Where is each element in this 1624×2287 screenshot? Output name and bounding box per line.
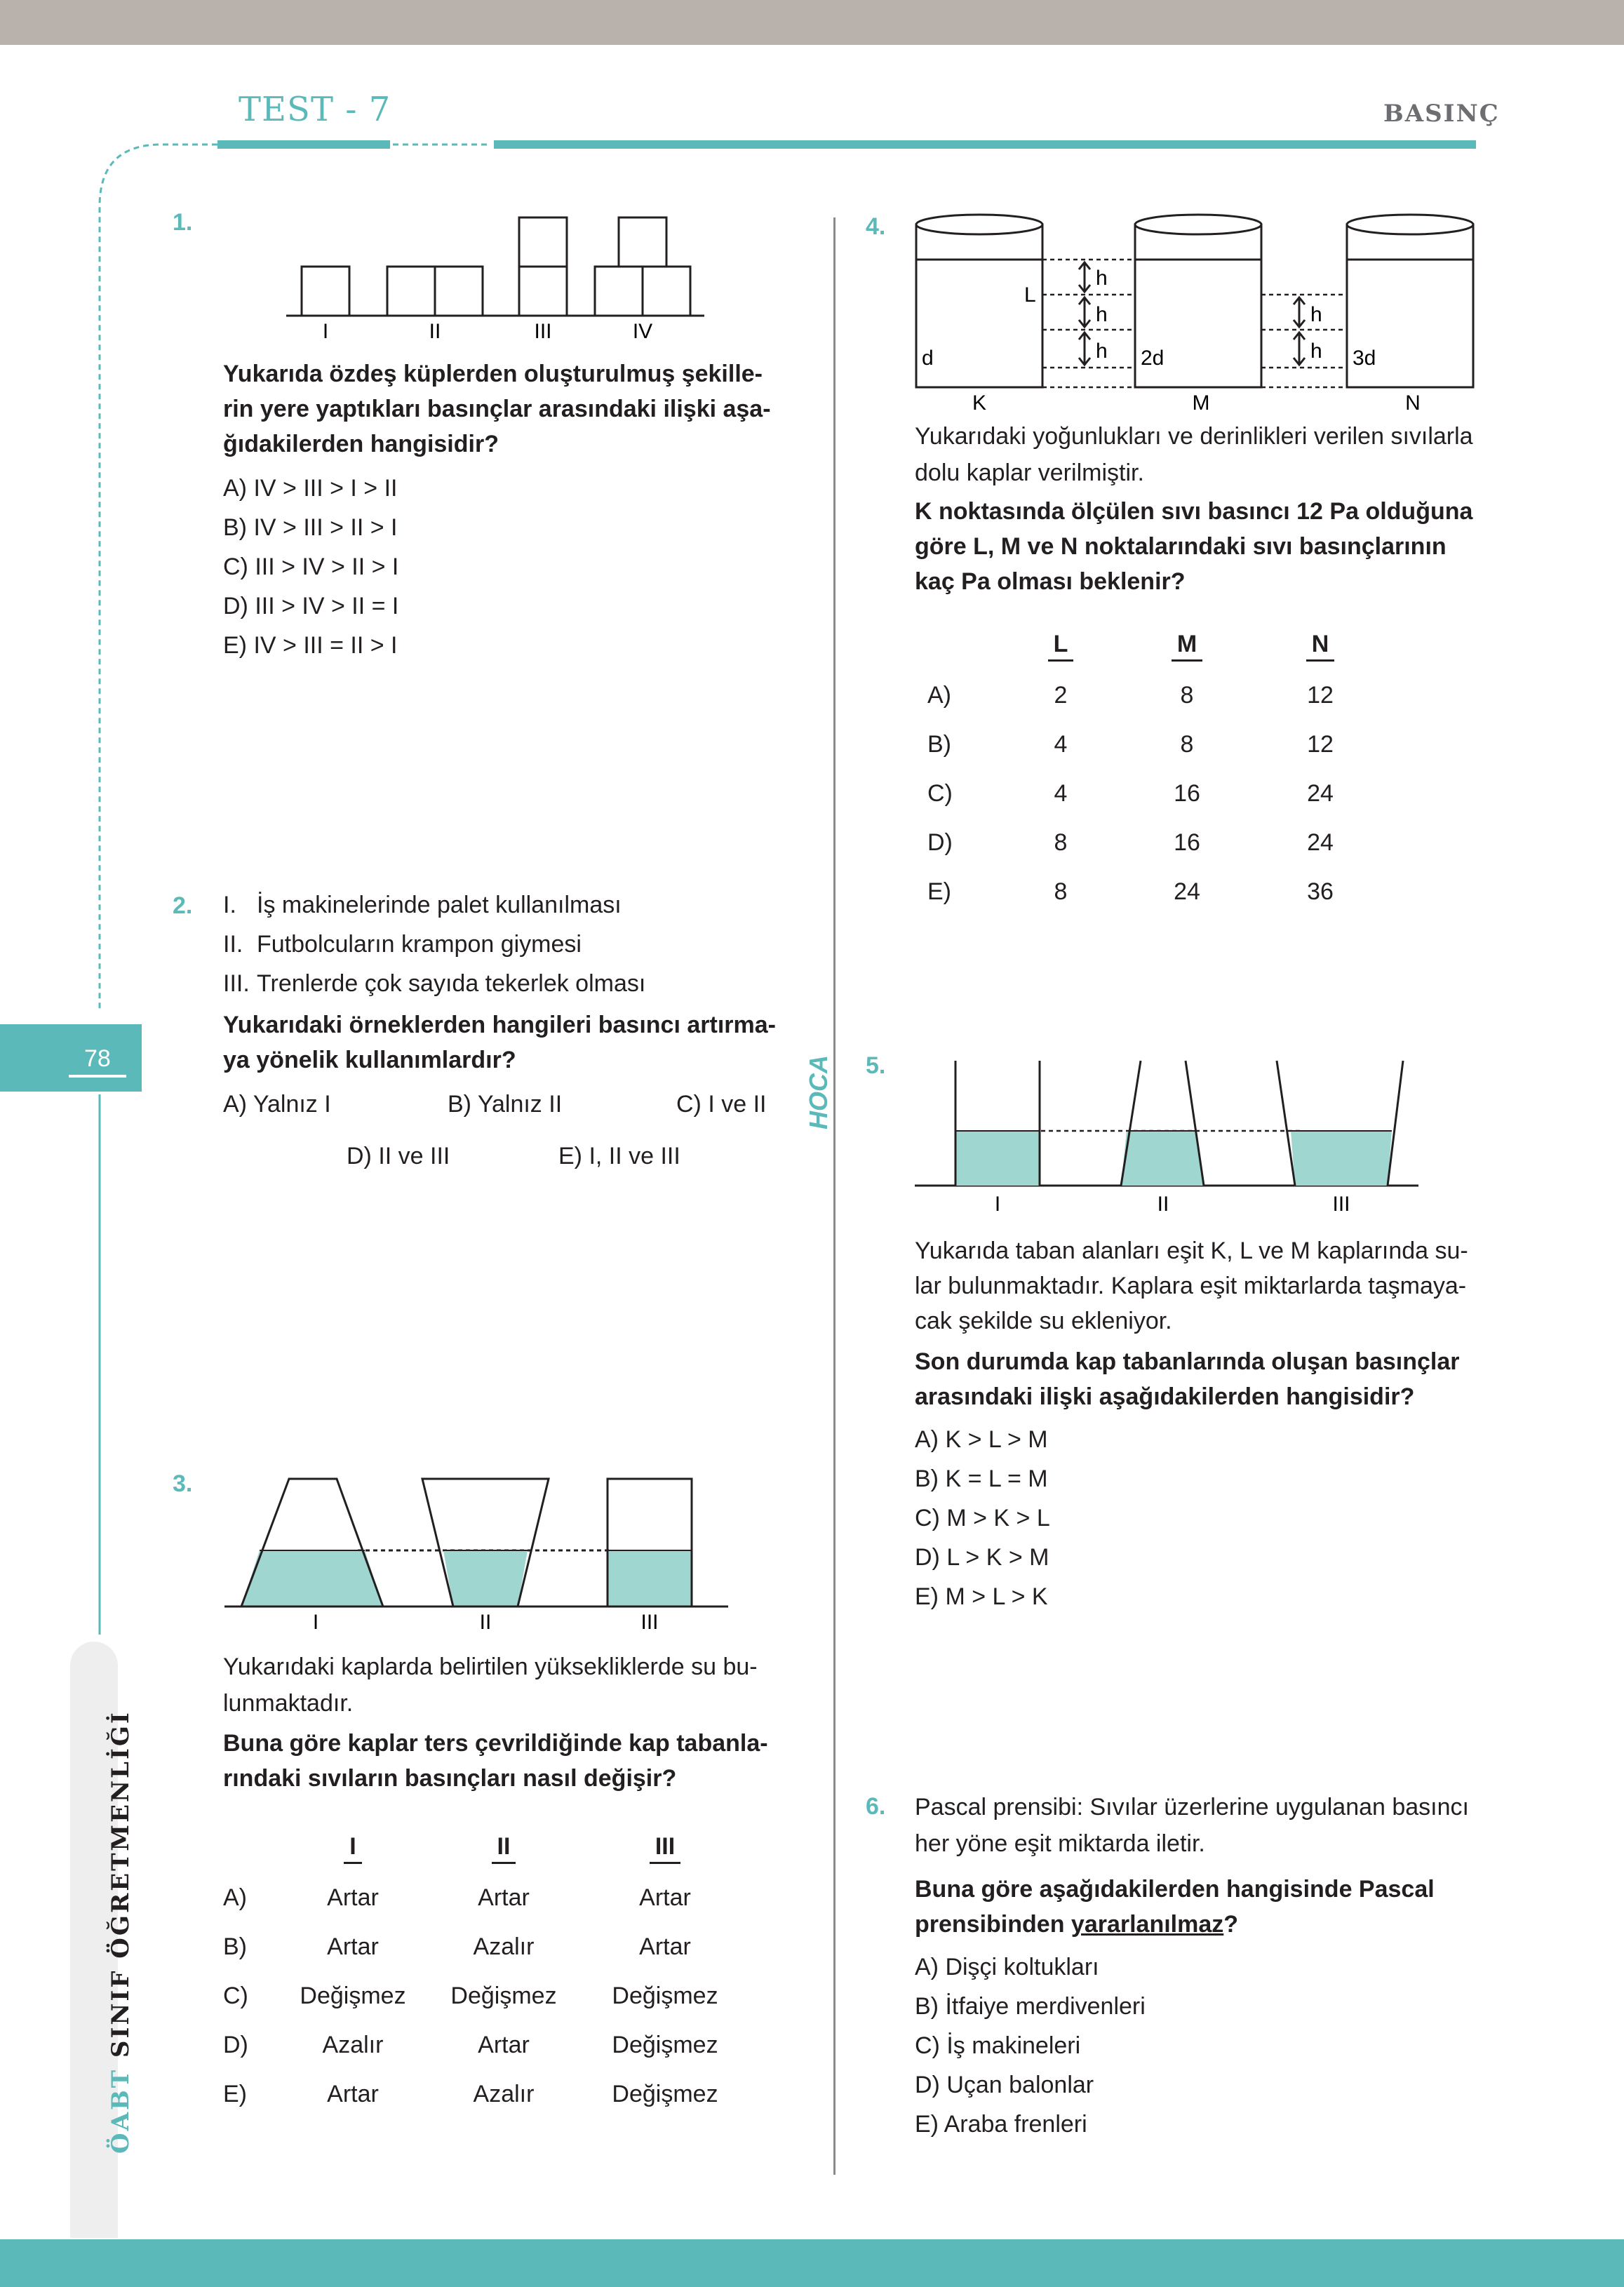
q4-h-1: h: [1096, 267, 1108, 290]
q3-stem: Buna göre kaplar ters çevrildiğinde kap tabanla- rındaki sıvıların basınçları nasıl değişir?: [223, 1730, 768, 1792]
q4-label-L: L: [1024, 283, 1036, 307]
page-number-underline: [69, 1075, 126, 1078]
q4-point-M: M: [1192, 391, 1210, 411]
q2-option-e[interactable]: E) I, II ve III: [558, 1143, 680, 1169]
q1-option-d[interactable]: D) III > IV > II = I: [223, 593, 399, 619]
q4-header-N: N: [1306, 631, 1335, 662]
q2-option-a[interactable]: A) Yalnız I: [223, 1091, 331, 1118]
sidebar-title: ÖABT SINIF ÖĞRETMENLİĞİ: [107, 1710, 135, 2154]
q4-option-d[interactable]: D) 8 16 24: [927, 829, 1334, 856]
bottom-bar: [0, 2239, 1624, 2287]
hoca-logo: HOCA: [804, 1055, 833, 1129]
q3-header-I: I: [344, 1833, 361, 1864]
q2-option-d[interactable]: D) II ve III: [347, 1143, 450, 1169]
q5-containers-figure: [909, 1052, 1428, 1221]
q3-label-I: I: [312, 1611, 319, 1634]
q1-option-a[interactable]: A) IV > III > I > II: [223, 475, 398, 502]
q4-point-K: K: [972, 391, 987, 411]
page-number-box: [0, 1024, 142, 1092]
q6-stem: [915, 1872, 1497, 1942]
q5-option-b[interactable]: B) K = L = M: [915, 1466, 1048, 1492]
q2-stem: Yukarıdaki örneklerden hangileri basıncı artırma- ya yönelik kullanımlardır?: [223, 1012, 776, 1073]
q3-option-d[interactable]: D) Azalır Artar Değişmez: [223, 2031, 718, 2058]
q5-stem: Son durumda kap tabanlarında oluşan basınçlar arasındaki ilişki aşağıdakilerden hangisidir?: [915, 1348, 1460, 1410]
q6-option-a[interactable]: A) Dişçi koltukları: [915, 1954, 1099, 1980]
q2-item-2: II. Futbolcuların krampon giymesi: [223, 931, 582, 958]
q1-options: [223, 469, 398, 665]
q4-option-e[interactable]: E) 8 24 36: [927, 878, 1334, 905]
q2-option-b[interactable]: B) Yalnız II: [448, 1091, 563, 1118]
q4-point-N: N: [1405, 391, 1421, 411]
q4-header-M: M: [1172, 631, 1202, 662]
q4-answer-table: [927, 622, 1383, 916]
q6-stem-line1: Buna göre aşağıdakilerden hangisinde Pascal: [915, 1876, 1435, 1903]
q3-answer-table: [223, 1824, 749, 2119]
q1-option-e[interactable]: E) IV > III = II > I: [223, 632, 398, 659]
q4-density-2d: 2d: [1141, 347, 1165, 370]
q3-label-II: II: [479, 1611, 492, 1634]
q3-text: Yukarıdaki kaplarda belirtilen yüksekliklerde su bu- lunmaktadır.: [223, 1654, 758, 1717]
q1-option-b[interactable]: B) IV > III > II > I: [223, 514, 398, 541]
q6-option-d[interactable]: D) Uçan balonlar: [915, 2072, 1094, 2098]
q4-stem: K noktasında ölçülen sıvı basıncı 12 Pa olduğuna göre L, M ve N noktalarındaki sıvı basınçlarının kaç Pa olması beklenir?: [915, 498, 1473, 595]
page-number: 78: [84, 1045, 111, 1072]
q1-option-c[interactable]: C) III > IV > II > I: [223, 554, 399, 580]
q4-h-5: h: [1310, 340, 1322, 363]
q2-item-3: III. Trenlerde çok sayıda tekerlek olması: [223, 970, 646, 997]
q4-tanks-figure: [909, 208, 1484, 411]
q6-stem-emphasis: yararlanılmaz: [1071, 1911, 1224, 1938]
test-title: TEST - 7: [239, 90, 391, 129]
q3-option-e[interactable]: E) Artar Azalır Değişmez: [223, 2080, 718, 2107]
q6-option-e[interactable]: E) Araba frenleri: [915, 2111, 1087, 2138]
q4-text: Yukarıdaki yoğunlukları ve derinlikleri verilen sıvılarla dolu kaplar verilmiştir.: [915, 423, 1473, 486]
q4-h-2: h: [1096, 303, 1108, 326]
q1-label-II: II: [429, 320, 441, 343]
q3-option-c[interactable]: C) Değişmez Değişmez Değişmez: [223, 1982, 718, 2009]
q4-option-b[interactable]: B) 4 8 12: [927, 730, 1334, 758]
q5-option-a[interactable]: A) K > L > M: [915, 1426, 1048, 1453]
q3-header-III: III: [650, 1833, 680, 1864]
q4-density-3d: 3d: [1353, 347, 1376, 370]
q1-label-I: I: [322, 320, 329, 343]
q5-option-e[interactable]: E) M > L > K: [915, 1583, 1048, 1610]
q4-density-d: d: [922, 347, 934, 370]
q5-label-I: I: [994, 1193, 1001, 1216]
column-divider: [833, 217, 836, 2175]
q5-option-d[interactable]: D) L > K > M: [915, 1544, 1049, 1571]
q3-header-row: [223, 1824, 749, 1873]
q4-option-a[interactable]: A) 2 8 12: [927, 681, 1334, 709]
q3-header-II: II: [492, 1833, 516, 1864]
q1-number: 1.: [173, 209, 193, 236]
q6-options: [915, 1947, 1146, 2144]
section-title: BASINÇ: [1383, 100, 1500, 128]
q1-label-III: III: [534, 320, 552, 343]
q2-item-1: I. İş makinelerinde palet kullanılması: [223, 892, 622, 918]
q1-cubes-figure: [281, 210, 716, 344]
q6-option-c[interactable]: C) İş makineleri: [915, 2032, 1081, 2059]
q5-options: [915, 1420, 1050, 1616]
q3-label-III: III: [640, 1611, 659, 1634]
q5-label-III: III: [1332, 1193, 1350, 1216]
q5-label-II: II: [1157, 1193, 1169, 1216]
q5-number: 5.: [866, 1052, 886, 1079]
q2-number: 2.: [173, 892, 193, 919]
q5-option-c[interactable]: C) M > K > L: [915, 1505, 1050, 1531]
q3-containers-figure: [217, 1466, 737, 1635]
q2-option-c[interactable]: C) I ve II: [676, 1091, 767, 1118]
q6-stem-line2: prensibinden yararlanılmaz?: [915, 1911, 1239, 1938]
q4-option-c[interactable]: C) 4 16 24: [927, 779, 1334, 807]
q6-option-b[interactable]: B) İtfaiye merdivenleri: [915, 1993, 1146, 2020]
q3-option-b[interactable]: B) Artar Azalır Artar: [223, 1933, 691, 1960]
q6-text: Pascal prensibi: Sıvılar üzerlerine uygulanan basıncı her yöne eşit miktarda iletir.: [915, 1794, 1469, 1857]
q3-number: 3.: [173, 1470, 193, 1497]
q5-text: Yukarıda taban alanları eşit K, L ve M kaplarında su- lar bulunmaktadır. Kaplara eşit miktarlarda taşmaya- cak şekilde su ekleniyor.: [915, 1238, 1468, 1334]
q6-number: 6.: [866, 1793, 886, 1820]
q1-label-IV: IV: [632, 320, 653, 343]
q4-header-row: [927, 622, 1383, 671]
q1-stem: Yukarıda özdeş küplerden oluşturulmuş şekille- rin yere yaptıkları basınçlar arasındaki ilişki aşa- ğıdakilerden hangisidir?: [223, 361, 771, 457]
q4-header-L: L: [1048, 631, 1074, 662]
q4-h-3: h: [1096, 340, 1108, 363]
q3-option-a[interactable]: A) Artar Artar Artar: [223, 1884, 691, 1911]
q4-number: 4.: [866, 213, 886, 240]
q2-items: [223, 885, 645, 1003]
q4-h-4: h: [1310, 303, 1322, 326]
